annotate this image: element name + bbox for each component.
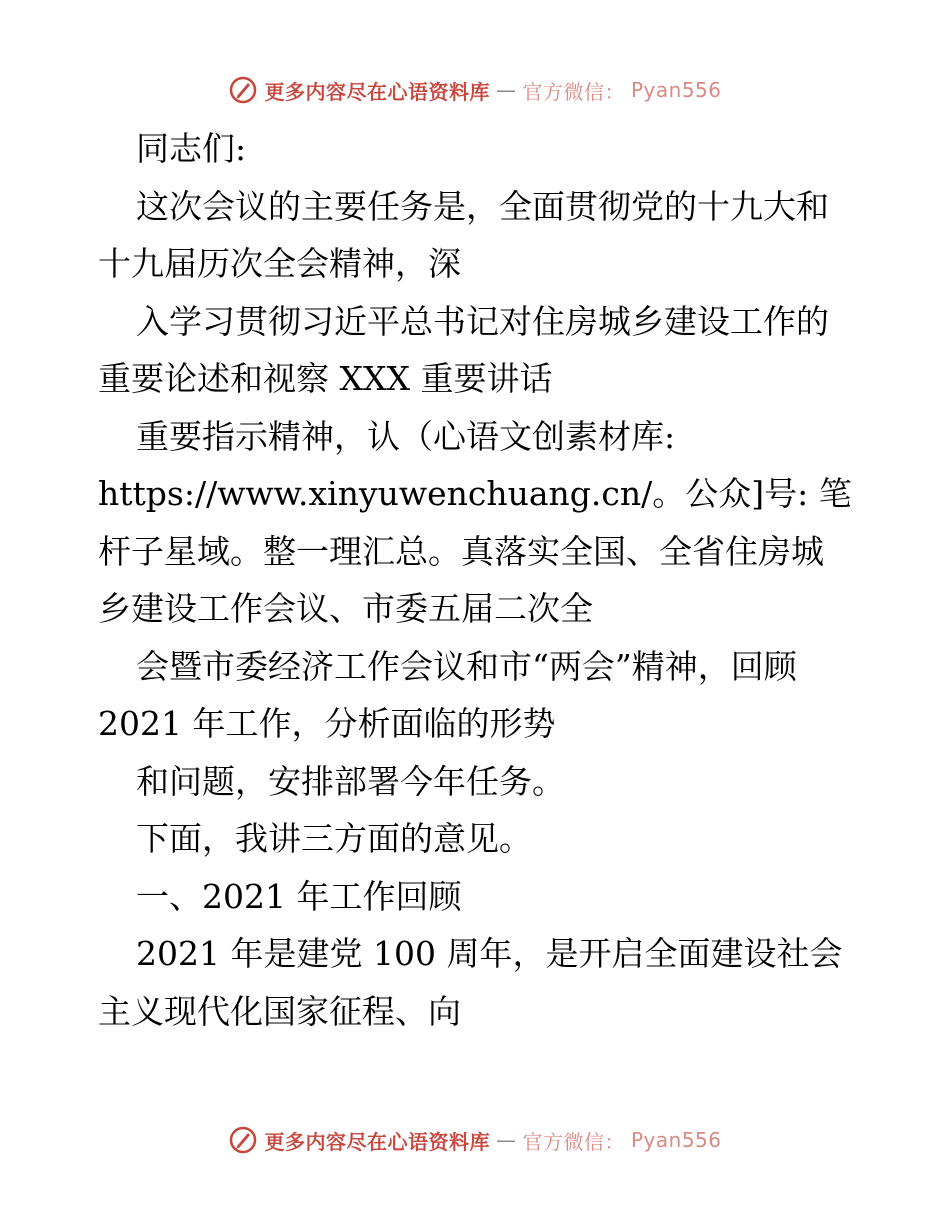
watermark-separator: — — [495, 78, 517, 102]
body-line: 同志们: — [136, 129, 247, 168]
body-line: 和问题，安排部署今年任务。 — [136, 761, 565, 801]
body-line: 重要指示精神，认（心语文创素材库: — [136, 416, 676, 456]
watermark-group — [228, 75, 721, 105]
quill-logo-icon — [228, 75, 258, 105]
body-line: 入学习贯彻习近平总书记对住房城乡建设工作的 — [136, 301, 829, 341]
body-line: 重要论述和视察 XXX 重要讲话 — [98, 359, 553, 398]
watermark-code: Pyan556 — [630, 78, 722, 102]
body-line: 这次会议的主要任务是，全面贯彻党的十九大和 — [136, 186, 829, 226]
body-line: 主义现代化国家征程、向 — [98, 991, 461, 1031]
body-line: https://www.xinyuwenchuang.cn/。公众]号: 笔 — [98, 474, 852, 513]
body-line: 杆子星域。整一理汇总。真落实全国、全省住房城 — [98, 531, 824, 571]
watermark-side-text: 官方微信： — [522, 79, 625, 104]
body-line: 会暨市委经济工作会议和市“两会”精神，回顾 — [136, 646, 797, 686]
watermark-footer — [0, 1120, 950, 1160]
body-line: 下面，我讲三方面的意见。 — [136, 819, 532, 858]
quill-logo-icon — [228, 1125, 258, 1155]
section-heading: 一、2021 年工作回顾 — [136, 876, 462, 916]
watermark-header — [0, 70, 950, 110]
watermark-main-text: 更多内容尽在心语资料库 — [264, 1129, 490, 1154]
body-line: 2021 年工作，分析面临的形势 — [98, 704, 556, 743]
watermark-side-text: 官方微信： — [522, 1129, 625, 1154]
body-line: 乡建设工作会议、市委五届二次全 — [98, 589, 593, 628]
body-line: 2021 年是建党 100 周年，是开启全面建设社会 — [136, 934, 843, 973]
watermark-code: Pyan556 — [630, 1128, 722, 1152]
body-line: 十九届历次全会精神，深 — [98, 244, 461, 283]
watermark-separator: — — [495, 1128, 517, 1152]
watermark-main-text: 更多内容尽在心语资料库 — [264, 79, 490, 104]
watermark-group — [228, 1125, 721, 1155]
document-body — [98, 120, 858, 1040]
